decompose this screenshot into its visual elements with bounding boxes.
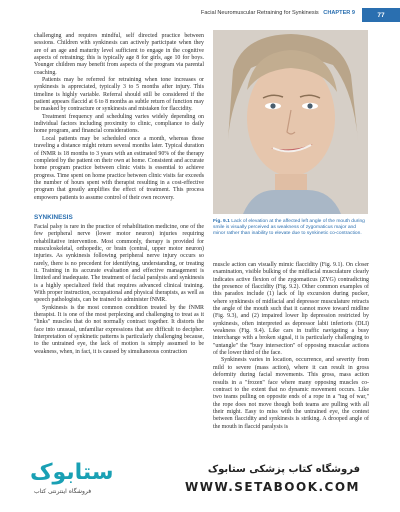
store-name: فروشگاه کتاب پزشکی ستابوک [207,464,360,475]
logo-text: ستابوک [30,460,114,485]
paragraph: Treatment frequency and scheduling varies widely depending on individual factors including proximity to clinic, compliance to daily home program, and financial considerations. [34,113,204,135]
figure-caption [213,219,368,237]
section-heading: SYNKINESIS [34,213,73,221]
paragraph: Facial palsy is rare in the practice of rehabilitation medicine, one of the few peripheral nerve (lower motor neuron) injuries requiring rehabilitative intervention. Most commonly, therapy is provided for musculoskeletal, orthopedic, or brain (central, upper motor neuron) injuries. As synkinesis following peripheral nerve injury occurs so rarely, there is no precedent for identifying, understanding, or treating it. Training in its accurate evaluation and effective management is limited and inadequate. The treatment of facial paralysis and synkinesis is a highly specialized field that requires advanced clinical training. With proper instruction, occupational and physical therapists, as well as speech pathologists, can be trained to administer fNMR. [34,223,204,304]
logo-subtitle: فروشگاه اینترنتی کتاب [34,488,92,495]
store-logo [24,460,114,500]
figure-photo [213,30,368,214]
figure-label: Fig. 9.1 [213,219,230,224]
paragraph: Synkinesis is the most common condition treated by the fNMR therapist. It is one of the most perplexing and challenging to treat as it "links" muscles that do not normally contract together. It distorts the face into unusual, unfamiliar expressions that are difficult to decipher. Interpretation of synkinetic patterns is particularly challenging because, to the untrained eye, the lack of motion is simply assumed to be weakness, when, in fact, it is caused by simultaneous contraction [34,304,204,355]
figure-caption-text: Lack of elevation at the affected left angle of the mouth during smile is visually perceived as weakness of zygomaticus major and minor rather than inability to elevate due to synkinetic co-contraction. [213,219,365,236]
store-url[interactable]: WWW.SETABOOK.COM [184,480,360,494]
left-column [34,33,204,356]
running-header [0,8,400,22]
paragraph: challenging and requires mindful, self directed practice between sessions. Children with synkinesis can actively participate when they are of an age and maturity level sufficient to engage in the cognitive aspects of retraining; this is typically age 8 for girls, age 10 for boys. Younger children may benefit from aspects of the program via parental coaching. [34,33,204,76]
paragraph: Synkinesis varies in location, occurrence, and severity from mild to severe (mass action), where it can result in gross deformity during facial movements. This gross, mass action results in a "frozen" face where many opposing muscles co-contract to the extent that no dynamic movement occurs. Like two teams pulling on opposite ends of a rope in a "tug of war," the rope does not move though both teams are pulling with all their might. Easy to miss with the untrained eye, the contest between flaccidity and synkinesis is striking. A drooped angle of the mouth in flaccid paralysis is [213,357,369,430]
chapter-label: CHAPTER 9 [323,10,355,16]
paragraph: muscle action can visually mimic flaccidity (Fig. 9.1). On closer examination, visible bulking of the midfacial musculature clearly indicates active flexion of the zygomaticus (ZYG) contradicting the presence of flaccidity (Fig. 9.2). Other common examples of this paradox include (1) lack of lip excursion during pucker, where synkinesis of midfacial and depressor musculature retracts the angle of the mouth such that it cannot move toward midline (Fig. 9.3), and (2) impaired lower lip depression restricted by synkinesis, often interpreted as depressor labii inferioris (DLI) weakness (Fig. 9.4). Like cars in traffic navigating a busy interchange with a broken signal, it is particularly challenging to "untangle" the "busy intersection" of opposing muscular actions of the lower third of the face. [213,262,369,357]
page-number: 77 [362,8,400,22]
right-column [213,262,369,431]
paragraph: Local patients may be scheduled once a month, whereas those traveling a distance might return several months later. Typical duration of fNMR is 18 months to 3 years with an estimated 90% of the therapy completed by the patient on their own at home. Consistent and accurate home program practice between clinic visits is essential to achieve progress. Time spent on home practice between clinic visits far exceeds the number of hours spent with therapist resulting in a cost-effective program that greatly amplifies the effect of treatment. This process empowers patients to assume control of their own recovery. [34,135,204,201]
running-title-text: Facial Neuromuscular Retraining for Synkinesis [200,10,319,16]
watermark-footer [0,456,400,512]
running-title [201,10,355,16]
paragraph: Patients may be referred for retraining when tone increases or synkinesis is appreciated, typically 3 to 5 months after injury. This timeline is highly variable. Referral should still be considered if the patient appears flaccid at 6 to 8 months as subtle return of function may be masked by contracture or synkinesis and mistaken for flaccidity. [34,77,204,113]
